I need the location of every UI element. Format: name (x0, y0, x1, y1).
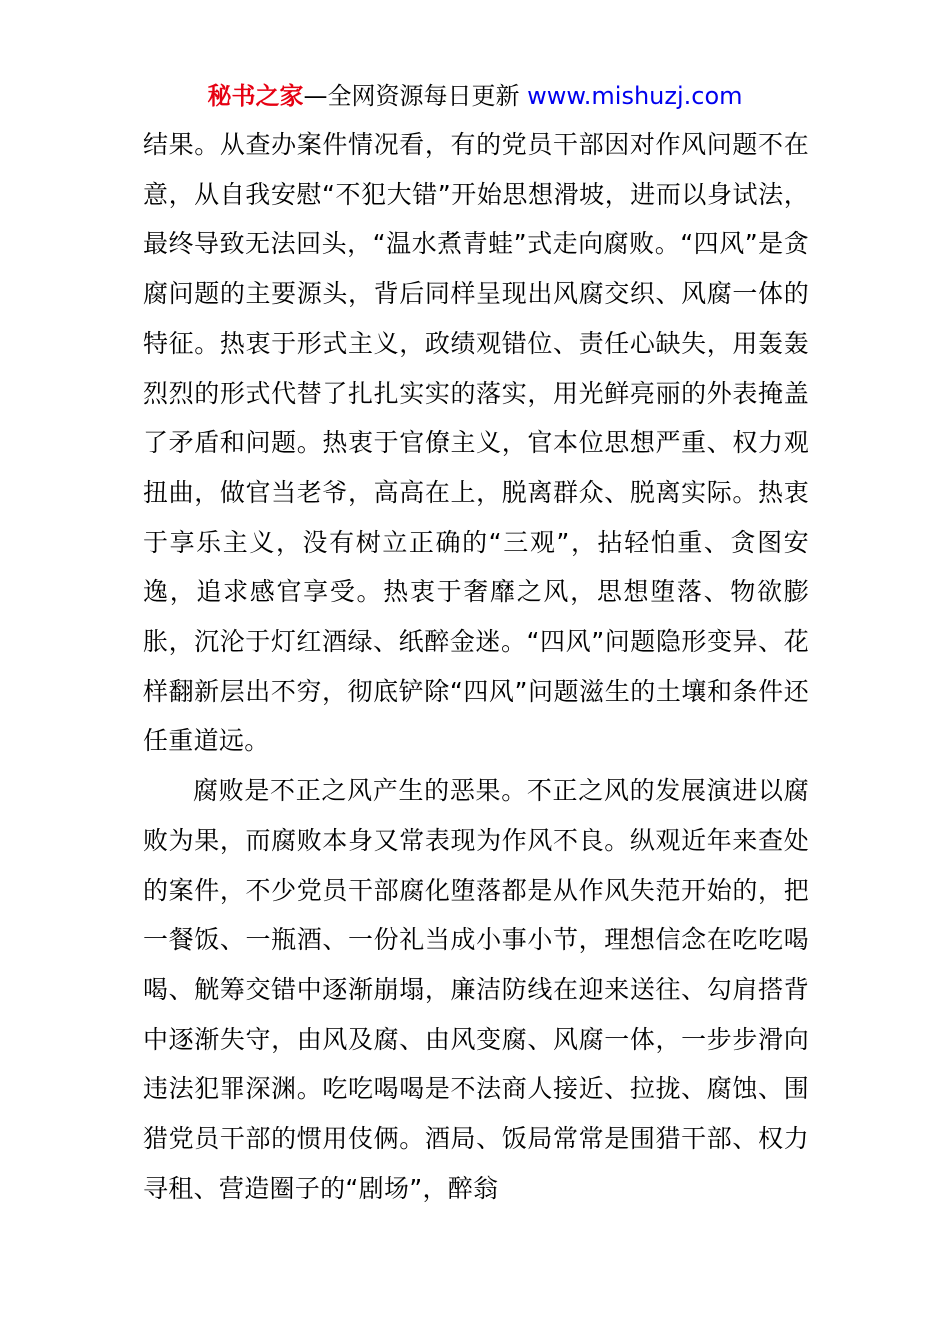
brand-name: 秘书之家 (207, 82, 304, 110)
paragraph-continued: 结果。从查办案件情况看，有的党员干部因对作风问题不在意，从自我安慰“不犯大错”开始思想滑坡，进而以身试法，最终导致无法回头，“温水煮青蛙”式走向腐败。“四风”是贪腐问题的主要源头，背后同样呈现出风腐交织、风腐一体的特征。热衷于形式主义，政绩观错位、责任心缺失，用轰轰烈烈的形式代替了扎扎实实的落实，用光鲜亮丽的外表掩盖了矛盾和问题。热衷于官僚主义，官本位思想严重、权力观扭曲，做官当老爷，高高在上，脱离群众、脱离实际。热衷于享乐主义，没有树立正确的“三观”，拈轻怕重、贪图安逸，追求感官享受。热衷于奢靡之风，思想堕落、物欲膨胀，沉沦于灯红酒绿、纸醉金迷。“四风”问题隐形变异、花样翻新层出不穷，彻底铲除“四风”问题滋生的土壤和条件还任重道远。 (143, 130, 809, 756)
header-tagline: —全网资源每日更新 (303, 82, 520, 110)
paragraph-corruption-consequence: 腐败是不正之风产生的恶果。不正之风的发展演进以腐败为果，而腐败本身又常表现为作风不良。纵观近年来查处的案件，不少党员干部腐化堕落都是从作风失范开始的，把一餐饭、一瓶酒、一份礼当成小事小节，理想信念在吃吃喝喝、觥筹交错中逐渐崩塌，廉洁防线在迎来送往、勾肩搭背中逐渐失守，由风及腐、由风变腐、风腐一体，一步步滑向违法犯罪深渊。吃吃喝喝是不法商人接近、拉拢、腐蚀、围猎党员干部的惯用伎俩。酒局、饭局常常是围猎干部、权力寻租、营造圈子的“剧场”，醉翁 (143, 776, 809, 1203)
site-url-link[interactable]: www.mishuzj.com (527, 82, 743, 110)
page-header (0, 80, 950, 112)
document-body (143, 120, 809, 1213)
